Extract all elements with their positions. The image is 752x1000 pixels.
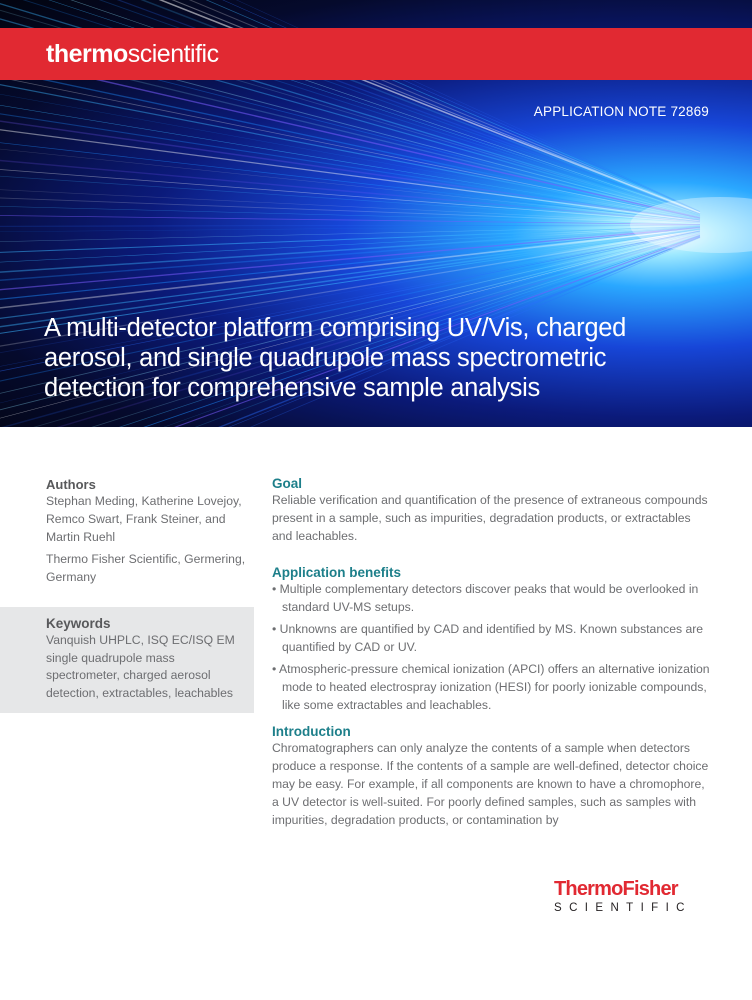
benefit-item: • Multiple complementary detectors discover peaks that would be overlooked in standard UV-MS setups. bbox=[272, 582, 699, 614]
goal-section bbox=[272, 476, 712, 545]
benefits-heading: Application benefits bbox=[272, 565, 402, 580]
light-ray bbox=[0, 140, 700, 221]
brand-bold: thermo bbox=[46, 40, 128, 68]
authors-section bbox=[46, 477, 256, 586]
authors-names: Stephan Meding, Katherine Lovejoy, Remco Swart, Frank Steiner, and Martin Ruehl bbox=[46, 494, 242, 544]
application-note-number: APPLICATION NOTE 72869 bbox=[533, 104, 709, 119]
keywords-heading: Keywords bbox=[46, 616, 111, 631]
keywords-text: Vanquish UHPLC, ISQ EC/ISQ EM single quadrupole mass spectrometer, charged aerosol detection, extractables, leachables bbox=[46, 633, 235, 700]
light-ray bbox=[0, 102, 700, 220]
introduction-heading: Introduction bbox=[272, 724, 351, 739]
light-ray bbox=[0, 228, 700, 310]
authors-affiliation: Thermo Fisher Scientific, Germering, Germany bbox=[46, 552, 246, 584]
logo-line-1: ThermoFisher bbox=[554, 878, 678, 900]
authors-heading: Authors bbox=[46, 477, 96, 492]
light-ray bbox=[0, 111, 700, 221]
keywords-section bbox=[46, 616, 251, 702]
thermo-fisher-logo bbox=[554, 878, 709, 915]
thermo-scientific-logo bbox=[46, 40, 219, 69]
light-ray bbox=[0, 227, 700, 274]
light-ray bbox=[0, 81, 700, 219]
light-ray bbox=[0, 168, 700, 223]
logo-line-2: SCIENTIFIC bbox=[554, 902, 692, 914]
benefit-item: • Atmospheric-pressure chemical ionization (APCI) offers an alternative ionization mode to heated electrospray ionization (HESI) for poorly ionizable compounds, like some extractables and leachables. bbox=[272, 662, 710, 712]
introduction-section bbox=[272, 724, 712, 829]
benefit-item: • Unknowns are quantified by CAD and identified by MS. Known substances are quantified by CAD or UV. bbox=[272, 622, 704, 654]
benefits-list bbox=[272, 580, 712, 714]
brand-light: scientific bbox=[127, 40, 219, 68]
introduction-text: Chromatographers can only analyze the contents of a sample when detectors produce a response. If the contents of a sample are well-defined, detector choice may be easy. For example, if all components are known to have a chromophore, a UV detector is well-suited. For poorly defined samples, such as samples with impurities, degradation products, or contamination by bbox=[272, 741, 709, 827]
benefits-section bbox=[272, 565, 712, 718]
light-ray bbox=[0, 229, 700, 321]
goal-text: Reliable verification and quantification of the presence of extraneous compounds present in a sample, such as impurities, degradation products, or extractables and leachables. bbox=[272, 493, 708, 543]
page-title: A multi-detector platform comprising UV/Vis, charged aerosol, and single quadrupole mass spectrometric detection for comprehensive sample analysis bbox=[44, 314, 627, 402]
goal-heading: Goal bbox=[272, 476, 303, 491]
